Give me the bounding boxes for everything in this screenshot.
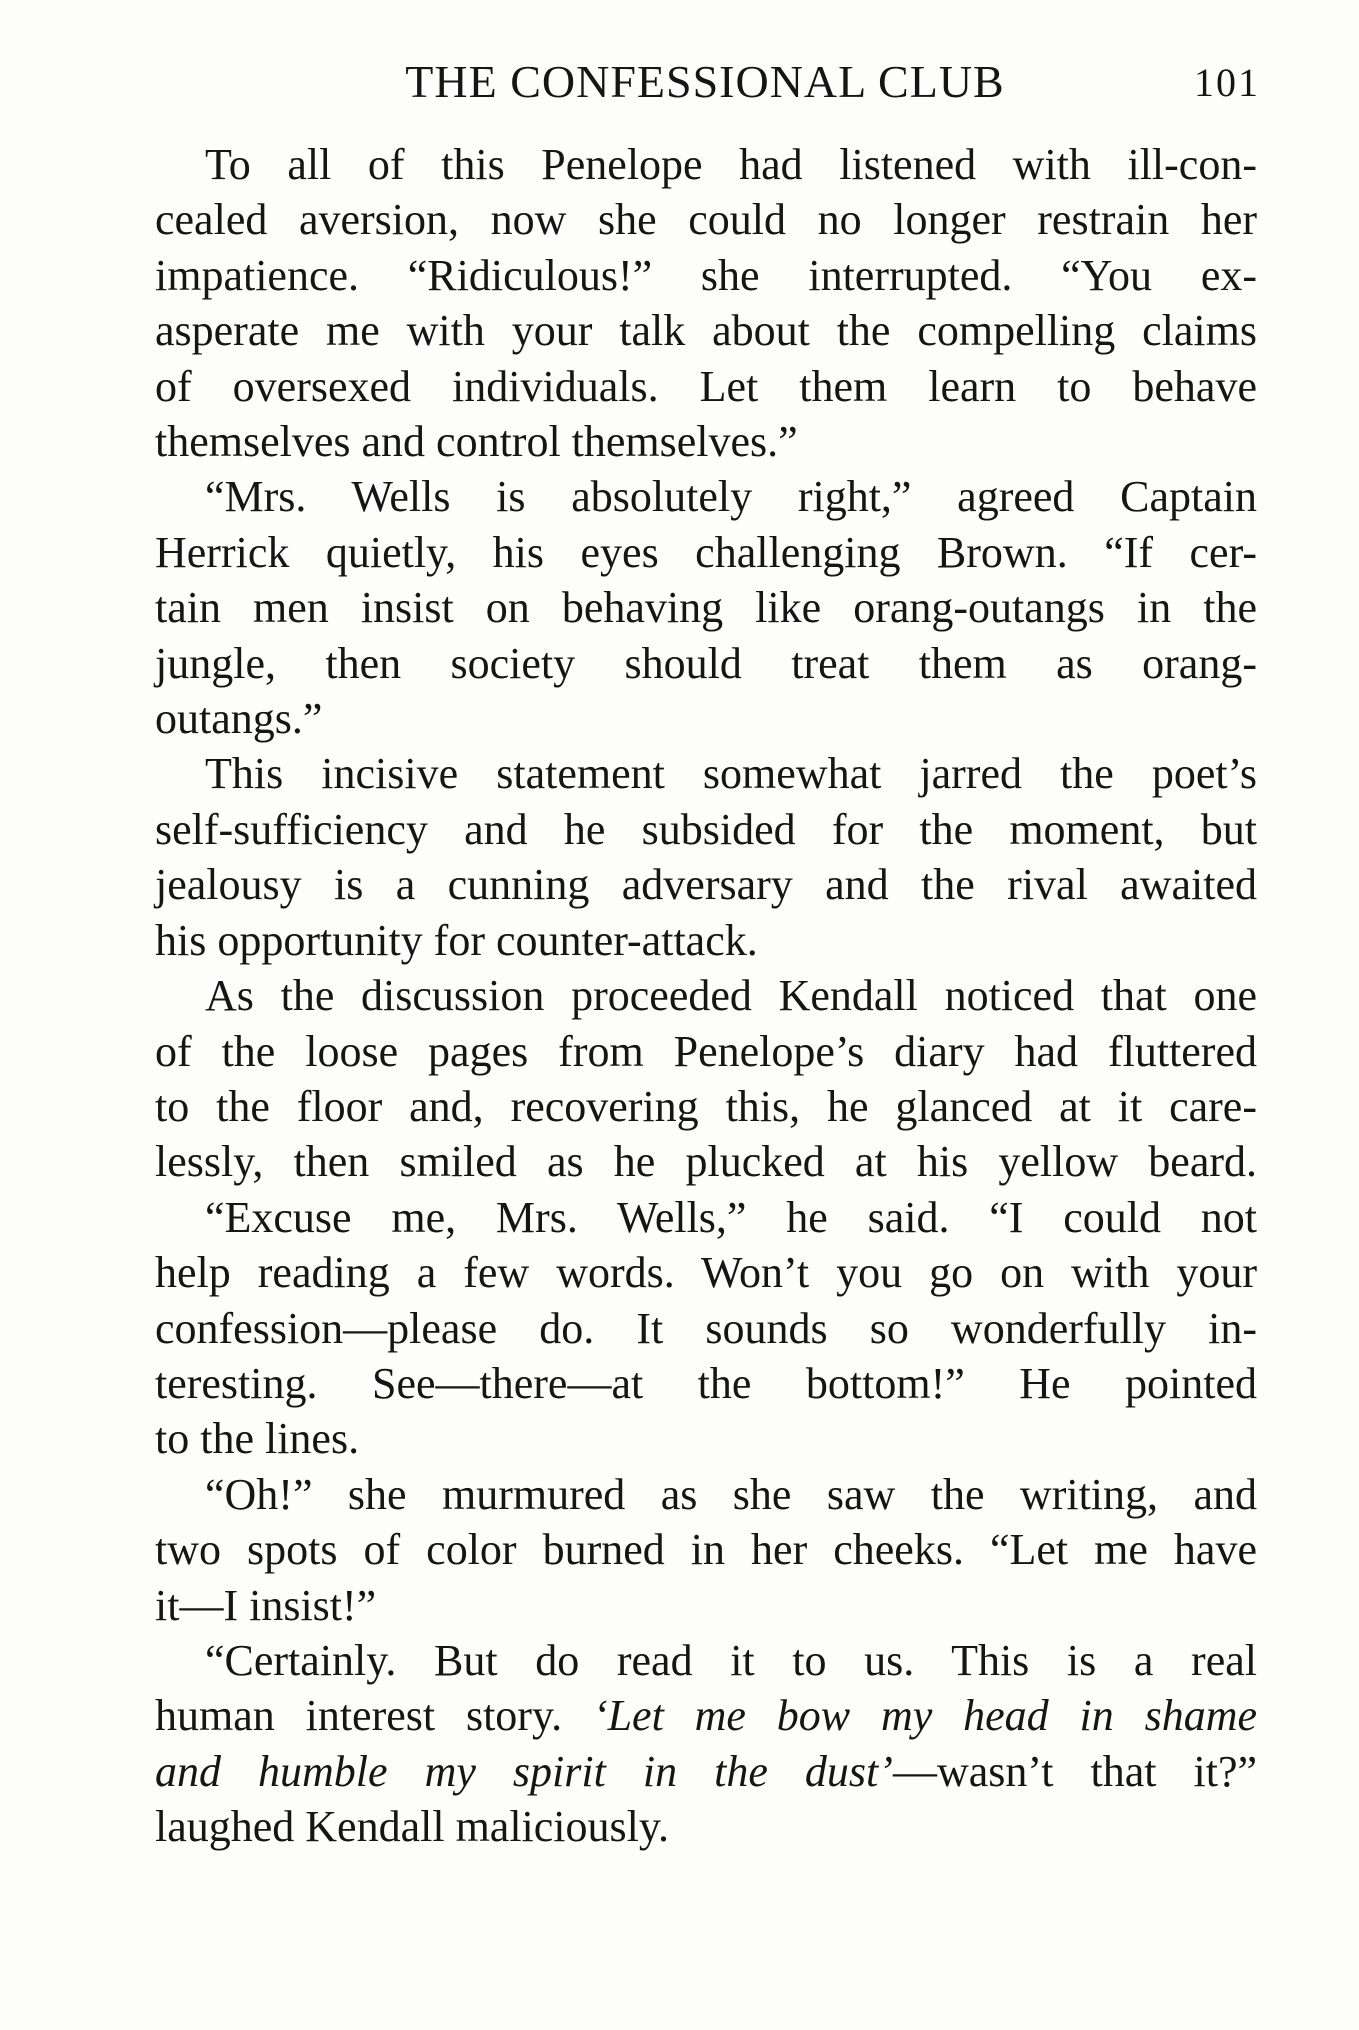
text-line: jungle, then society should treat them as orang- [155,638,1257,688]
text-line: outangs.” [155,694,323,744]
text-line: As the discussion proceeded Kendall noticed that one [205,971,1257,1021]
text-line: “Excuse me, Mrs. Wells,” he said. “I could not [205,1192,1257,1242]
text-line: two spots of color burned in her cheeks. “Let me have [155,1525,1257,1575]
text-line: themselves and control themselves.” [155,417,798,467]
text-line: jealousy is a cunning adversary and the rival awaited [155,860,1257,910]
paragraph-1 [155,137,1257,469]
text-line: lessly, then smiled as he plucked at his yellow beard. [155,1137,1257,1187]
text-line: “Mrs. Wells is absolutely right,” agreed Captain [205,472,1257,522]
text-line [155,1688,1257,1743]
text-run: —wasn’t that it?” [892,1746,1257,1796]
text-line: to the lines. [155,1414,360,1464]
body-text [155,137,1257,1855]
paragraph-5 [155,1190,1257,1467]
chapter-title: THE CONFESSIONAL CLUB [405,56,1005,107]
text-line: asperate me with your talk about the compelling claims [155,306,1257,356]
text-line: it—I insist!” [155,1580,377,1630]
text-line: “Certainly. But do read it to us. This is a real [205,1635,1257,1685]
paragraph-4 [155,968,1257,1190]
text-line: of the loose pages from Penelope’s diary had fluttered [155,1026,1257,1076]
text-line: his opportunity for counter-attack. [155,915,758,965]
text-line: self-sufficiency and he subsided for the moment, but [155,804,1257,854]
text-line [155,1744,1257,1799]
text-line: To all of this Penelope had listened with ill-con- [205,140,1257,189]
paragraph-6 [155,1467,1257,1633]
text-line: impatience. “Ridiculous!” she interrupted. “You ex- [155,250,1257,300]
italic-quote: ‘Let me bow my head in shame [592,1691,1258,1741]
text-line: cealed aversion, now she could no longer restrain her [155,195,1257,245]
text-line: to the floor and, recovering this, he glanced at it care- [155,1081,1257,1131]
page-number: 101 [1194,60,1260,105]
paragraph-2 [155,469,1257,746]
text-line: of oversexed individuals. Let them learn to behave [155,361,1257,411]
italic-quote: and humble my spirit in the dust’ [155,1746,893,1796]
text-line: confession—please do. It sounds so wonderfully in- [155,1303,1257,1353]
text-line: This incisive statement somewhat jarred the poet’s [205,749,1257,799]
text-line: teresting. See—there—at the bottom!” He pointed [155,1358,1257,1408]
text-line: “Oh!” she murmured as she saw the writing, and [205,1469,1257,1519]
text-line: tain men insist on behaving like orang-outangs in the [155,583,1257,633]
text-run: human interest story. [155,1691,593,1741]
paragraph-7 [155,1633,1257,1855]
text-line: laughed Kendall maliciously. [155,1802,670,1852]
running-head [150,52,1260,112]
paragraph-3 [155,746,1257,968]
text-line: help reading a few words. Won’t you go on with your [155,1248,1257,1298]
text-line: Herrick quietly, his eyes challenging Brown. “If cer- [155,527,1257,577]
